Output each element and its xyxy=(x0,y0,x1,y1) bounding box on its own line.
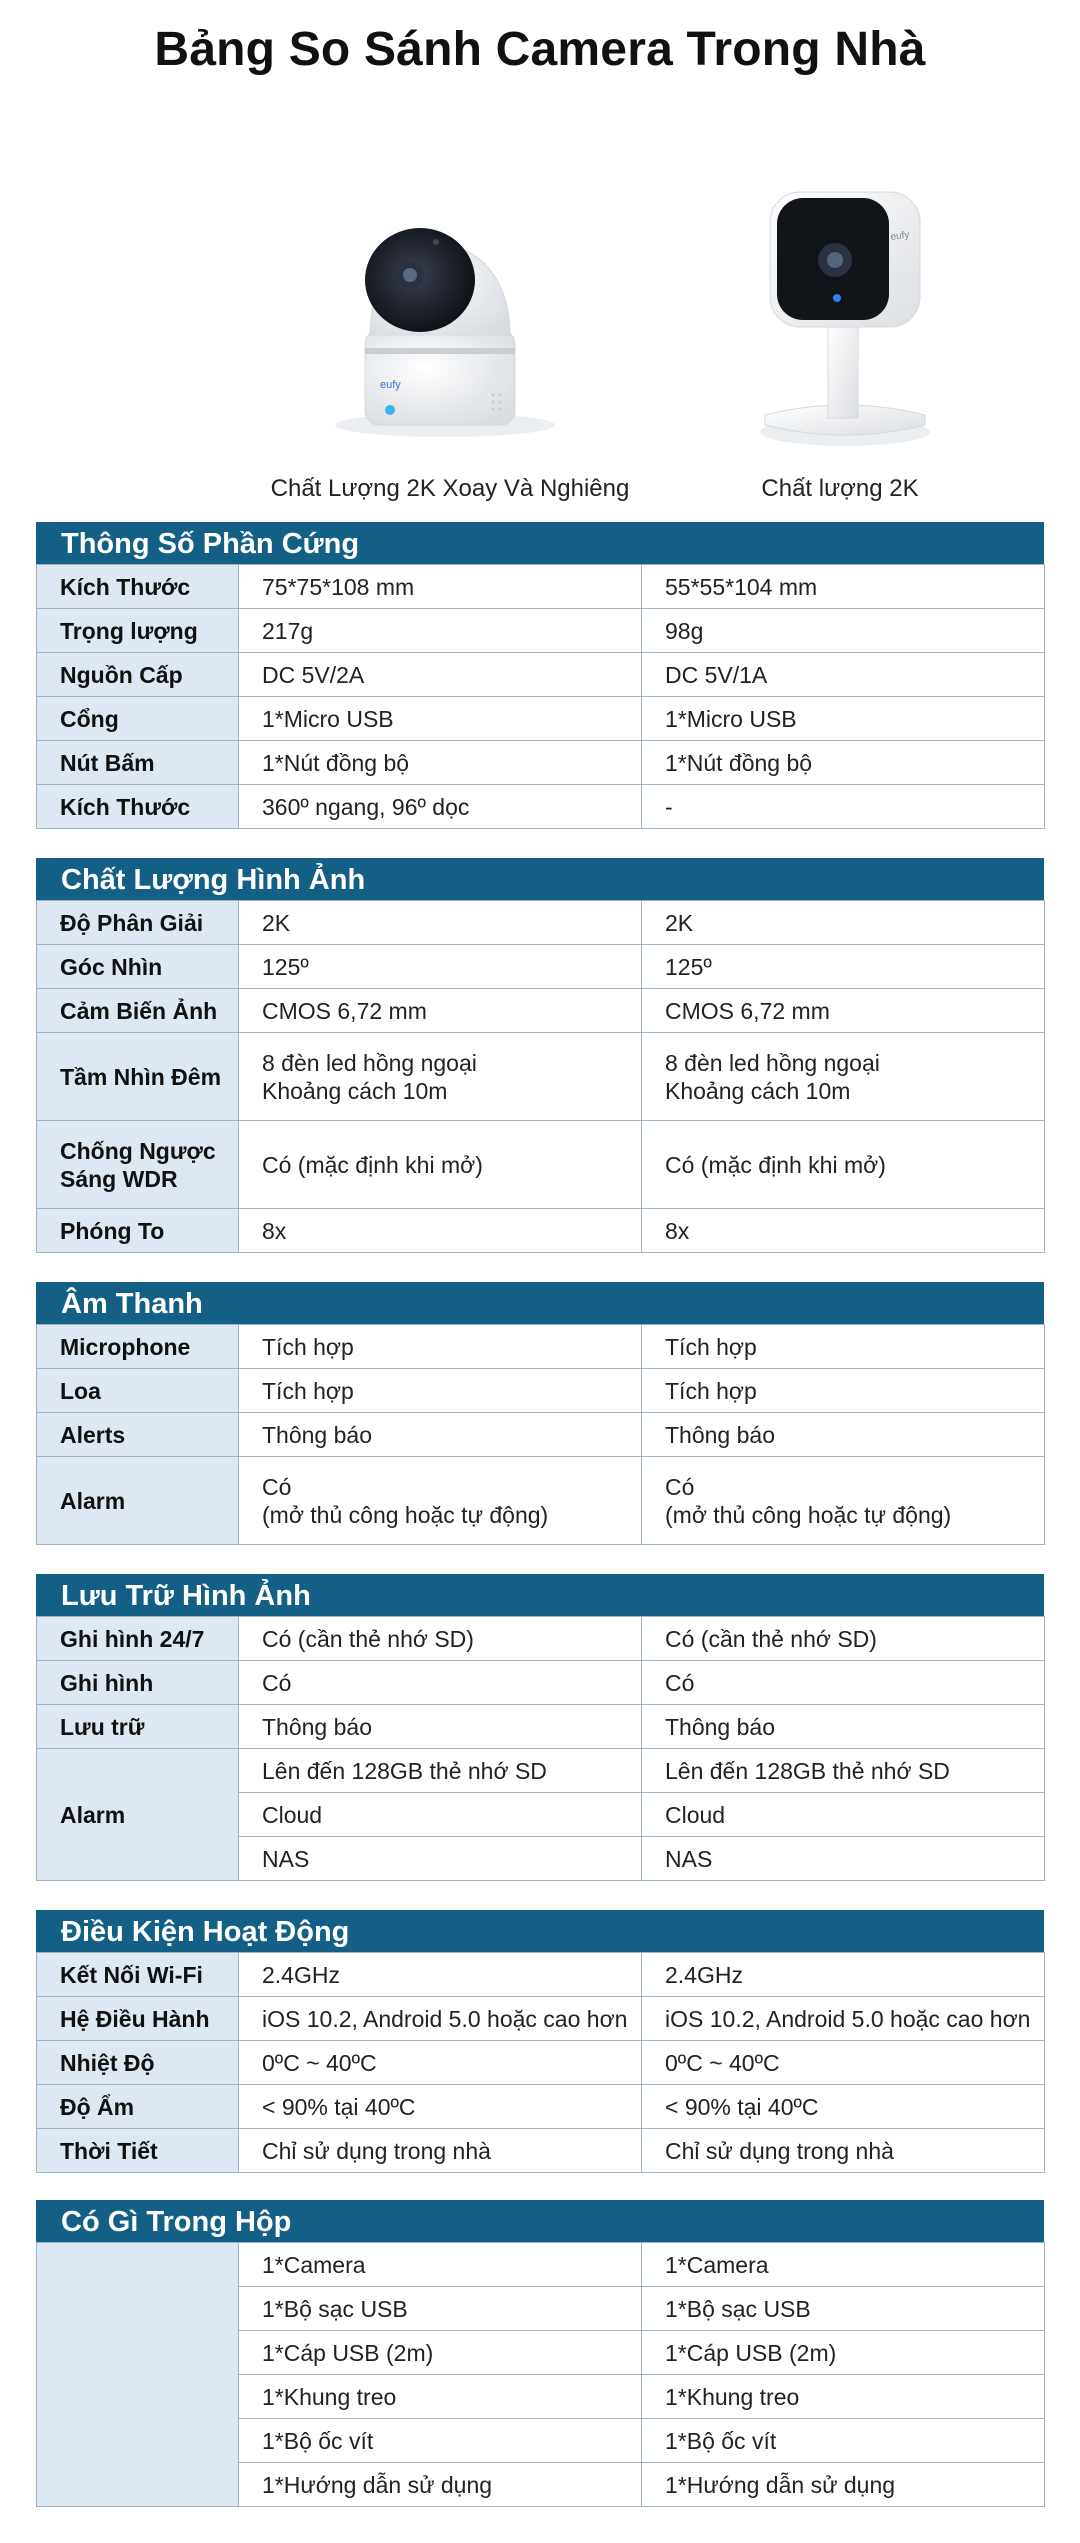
cell-b: 1*Khung treo xyxy=(642,2375,1045,2419)
product-caption-indoor: Chất lượng 2K xyxy=(761,475,919,502)
cell-b: - xyxy=(642,785,1045,829)
cell-b: 1*Bộ ốc vít xyxy=(642,2419,1045,2463)
cell-b: Lên đến 128GB thẻ nhớ SD xyxy=(642,1749,1045,1793)
cell-a-line1: 8 đèn led hồng ngoại xyxy=(262,1049,477,1076)
cell-b: 55*55*104 mm xyxy=(642,565,1045,609)
cell-b-line1: Có xyxy=(665,1473,695,1500)
cell-b: Có (cần thẻ nhớ SD) xyxy=(642,1617,1045,1661)
section-image-quality xyxy=(36,858,1044,1253)
cell-a xyxy=(239,1457,642,1545)
cell-b: 1*Nút đồng bộ xyxy=(642,741,1045,785)
section-operating-conditions xyxy=(36,1910,1044,2173)
row-label: Alarm xyxy=(37,1457,239,1545)
cell-a: Chỉ sử dụng trong nhà xyxy=(239,2129,642,2173)
cell-a-line2: (mở thủ công hoặc tự động) xyxy=(262,1501,549,1528)
cell-a: 1*Camera xyxy=(239,2243,642,2287)
cell-a: Cloud xyxy=(239,1793,642,1837)
cell-b: 2K xyxy=(642,901,1045,945)
cell-b: 1*Bộ sạc USB xyxy=(642,2287,1045,2331)
brand-logo-2: eufy xyxy=(889,229,911,243)
cell-b-line2: (mở thủ công hoặc tự động) xyxy=(665,1501,952,1528)
row-label: Alarm xyxy=(37,1749,239,1881)
row-label: Ghi hình 24/7 xyxy=(37,1617,239,1661)
cell-b-line2: Khoảng cách 10m xyxy=(665,1077,851,1104)
row-label: Cổng xyxy=(37,697,239,741)
cell-b: Cloud xyxy=(642,1793,1045,1837)
section-title: Lưu Trữ Hình Ảnh xyxy=(36,1574,1044,1616)
product-caption-pan-tilt: Chất Lượng 2K Xoay Và Nghiêng xyxy=(270,475,630,502)
cell-b: CMOS 6,72 mm xyxy=(642,989,1045,1033)
cell-b: 0ºC ~ 40ºC xyxy=(642,2041,1045,2085)
section-title: Thông Số Phần Cứng xyxy=(36,522,1044,564)
row-label: Hệ Điều Hành xyxy=(37,1997,239,2041)
cell-a: 1*Cáp USB (2m) xyxy=(239,2331,642,2375)
cell-a: 125º xyxy=(239,945,642,989)
cell-a: 1*Micro USB xyxy=(239,697,642,741)
cell-b: iOS 10.2, Android 5.0 hoặc cao hơn xyxy=(642,1997,1045,2041)
cell-b: Có (mặc định khi mở) xyxy=(642,1121,1045,1209)
cell-a: Thông báo xyxy=(239,1413,642,1457)
section-audio xyxy=(36,1282,1044,1545)
cell-b: DC 5V/1A xyxy=(642,653,1045,697)
cell-a: 1*Bộ sạc USB xyxy=(239,2287,642,2331)
cell-b xyxy=(642,1457,1045,1545)
cell-a: Thông báo xyxy=(239,1705,642,1749)
row-label: Thời Tiết xyxy=(37,2129,239,2173)
row-label: Tầm Nhìn Đêm xyxy=(37,1033,239,1121)
row-label: Kết Nối Wi-Fi xyxy=(37,1953,239,1997)
section-title: Điều Kiện Hoạt Động xyxy=(36,1910,1044,1952)
cell-b: 1*Hướng dẫn sử dụng xyxy=(642,2463,1045,2507)
cell-a: Tích hợp xyxy=(239,1369,642,1413)
row-label-line2: Sáng WDR xyxy=(60,1165,178,1192)
row-label: Microphone xyxy=(37,1325,239,1369)
cell-a: Tích hợp xyxy=(239,1325,642,1369)
cell-b: 2.4GHz xyxy=(642,1953,1045,1997)
row-label: Nút Bấm xyxy=(37,741,239,785)
cell-b: 1*Cáp USB (2m) xyxy=(642,2331,1045,2375)
cell-a: 1*Nút đồng bộ xyxy=(239,741,642,785)
row-label-empty xyxy=(37,2243,239,2507)
cell-b: Thông báo xyxy=(642,1705,1045,1749)
cell-b: 8x xyxy=(642,1209,1045,1253)
cell-a: < 90% tại 40ºC xyxy=(239,2085,642,2129)
section-title: Âm Thanh xyxy=(36,1282,1044,1324)
row-label xyxy=(37,1121,239,1209)
cell-a: 2.4GHz xyxy=(239,1953,642,1997)
indoor-cam-image xyxy=(665,170,1025,470)
cell-b: Có xyxy=(642,1661,1045,1705)
row-label: Cảm Biến Ảnh xyxy=(37,989,239,1033)
section-in-the-box xyxy=(36,2200,1044,2507)
row-label: Ghi hình xyxy=(37,1661,239,1705)
row-label: Nguồn Cấp xyxy=(37,653,239,697)
cell-b: Tích hợp xyxy=(642,1369,1045,1413)
section-title: Có Gì Trong Hộp xyxy=(36,2200,1044,2242)
row-label: Kích Thước xyxy=(37,565,239,609)
row-label: Nhiệt Độ xyxy=(37,2041,239,2085)
cell-b-line1: 8 đèn led hồng ngoại xyxy=(665,1049,880,1076)
section-storage xyxy=(36,1574,1044,1881)
cell-b: < 90% tại 40ºC xyxy=(642,2085,1045,2129)
cell-a: 1*Hướng dẫn sử dụng xyxy=(239,2463,642,2507)
cell-b: Chỉ sử dụng trong nhà xyxy=(642,2129,1045,2173)
cell-a: 0ºC ~ 40ºC xyxy=(239,2041,642,2085)
cell-a: Có (mặc định khi mở) xyxy=(239,1121,642,1209)
row-label: Góc Nhìn xyxy=(37,945,239,989)
cell-a: CMOS 6,72 mm xyxy=(239,989,642,1033)
section-title: Chất Lượng Hình Ảnh xyxy=(36,858,1044,900)
page-title: Bảng So Sánh Camera Trong Nhà xyxy=(154,23,926,76)
cell-a: 217g xyxy=(239,609,642,653)
cell-a: 1*Bộ ốc vít xyxy=(239,2419,642,2463)
cell-b: Thông báo xyxy=(642,1413,1045,1457)
cell-a: Có xyxy=(239,1661,642,1705)
cell-a: 1*Khung treo xyxy=(239,2375,642,2419)
row-label: Alerts xyxy=(37,1413,239,1457)
cell-a: NAS xyxy=(239,1837,642,1881)
pan-tilt-camera-image xyxy=(270,170,630,470)
cell-b: 125º xyxy=(642,945,1045,989)
cell-a: iOS 10.2, Android 5.0 hoặc cao hơn xyxy=(239,1997,642,2041)
row-label: Độ Ẩm xyxy=(37,2085,239,2129)
cell-b: 1*Micro USB xyxy=(642,697,1045,741)
cell-b: 1*Camera xyxy=(642,2243,1045,2287)
cell-a xyxy=(239,1033,642,1121)
cell-a-line2: Khoảng cách 10m xyxy=(262,1077,448,1104)
brand-logo: eufy xyxy=(380,379,401,391)
cell-a: Lên đến 128GB thẻ nhớ SD xyxy=(239,1749,642,1793)
row-label: Kích Thước xyxy=(37,785,239,829)
row-label: Lưu trữ xyxy=(37,1705,239,1749)
cell-b: NAS xyxy=(642,1837,1045,1881)
cell-a: 2K xyxy=(239,901,642,945)
cell-b: 98g xyxy=(642,609,1045,653)
section-hardware xyxy=(36,522,1044,829)
cell-a: DC 5V/2A xyxy=(239,653,642,697)
cell-a: 360º ngang, 96º dọc xyxy=(239,785,642,829)
row-label: Loa xyxy=(37,1369,239,1413)
row-label: Trọng lượng xyxy=(37,609,239,653)
row-label-line1: Chống Ngược xyxy=(60,1137,216,1164)
cell-b: Tích hợp xyxy=(642,1325,1045,1369)
cell-a-line1: Có xyxy=(262,1473,292,1500)
cell-a: 8x xyxy=(239,1209,642,1253)
row-label: Phóng To xyxy=(37,1209,239,1253)
cell-a: Có (cần thẻ nhớ SD) xyxy=(239,1617,642,1661)
row-label: Độ Phân Giải xyxy=(37,901,239,945)
cell-b xyxy=(642,1033,1045,1121)
cell-a: 75*75*108 mm xyxy=(239,565,642,609)
